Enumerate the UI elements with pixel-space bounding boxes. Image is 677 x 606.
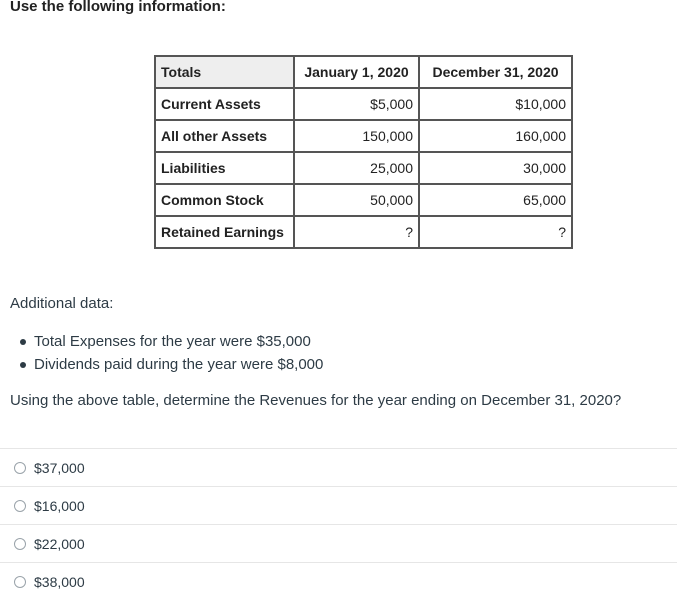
row-label: Liabilities	[155, 152, 294, 184]
additional-data-list	[14, 330, 323, 376]
row-label: Retained Earnings	[155, 216, 294, 248]
cell-dec: $10,000	[419, 88, 572, 120]
cell-jan: ?	[294, 216, 419, 248]
header-jan-2020: January 1, 2020	[294, 56, 419, 88]
answer-label[interactable]: $37,000	[34, 459, 85, 476]
list-item	[14, 353, 323, 376]
answer-label[interactable]: $16,000	[34, 497, 85, 514]
table-row	[155, 184, 572, 216]
question-text: Using the above table, determine the Revenues for the year ending on December 31, 2020?	[10, 392, 622, 409]
cell-dec: 30,000	[419, 152, 572, 184]
answer-option[interactable]	[0, 448, 677, 486]
list-item-text: Total Expenses for the year were $35,000	[34, 333, 311, 350]
table-row	[155, 88, 572, 120]
answer-options	[0, 448, 677, 600]
cell-jan: $5,000	[294, 88, 419, 120]
header-dec-2020: December 31, 2020	[419, 56, 572, 88]
bullet-icon	[20, 362, 26, 368]
table-row	[155, 152, 572, 184]
table-row	[155, 216, 572, 248]
row-label: Current Assets	[155, 88, 294, 120]
bullet-icon	[20, 339, 26, 345]
page-heading: Use the following information:	[10, 0, 226, 15]
table-row	[155, 120, 572, 152]
table-header-row	[155, 56, 572, 88]
radio-button[interactable]	[14, 500, 26, 512]
list-item-text: Dividends paid during the year were $8,000	[34, 356, 324, 373]
answer-label[interactable]: $22,000	[34, 535, 85, 552]
cell-dec: 65,000	[419, 184, 572, 216]
header-totals: Totals	[155, 56, 294, 88]
radio-button[interactable]	[14, 576, 26, 588]
answer-option[interactable]	[0, 524, 677, 562]
list-item	[14, 330, 323, 353]
row-label: Common Stock	[155, 184, 294, 216]
cell-jan: 25,000	[294, 152, 419, 184]
answer-option[interactable]	[0, 562, 677, 600]
answer-label[interactable]: $38,000	[34, 573, 85, 590]
cell-jan: 50,000	[294, 184, 419, 216]
answer-option[interactable]	[0, 486, 677, 524]
row-label: All other Assets	[155, 120, 294, 152]
info-table	[154, 55, 573, 249]
cell-jan: 150,000	[294, 120, 419, 152]
radio-button[interactable]	[14, 538, 26, 550]
additional-data-label: Additional data:	[10, 295, 114, 312]
radio-button[interactable]	[14, 462, 26, 474]
cell-dec: 160,000	[419, 120, 572, 152]
cell-dec: ?	[419, 216, 572, 248]
